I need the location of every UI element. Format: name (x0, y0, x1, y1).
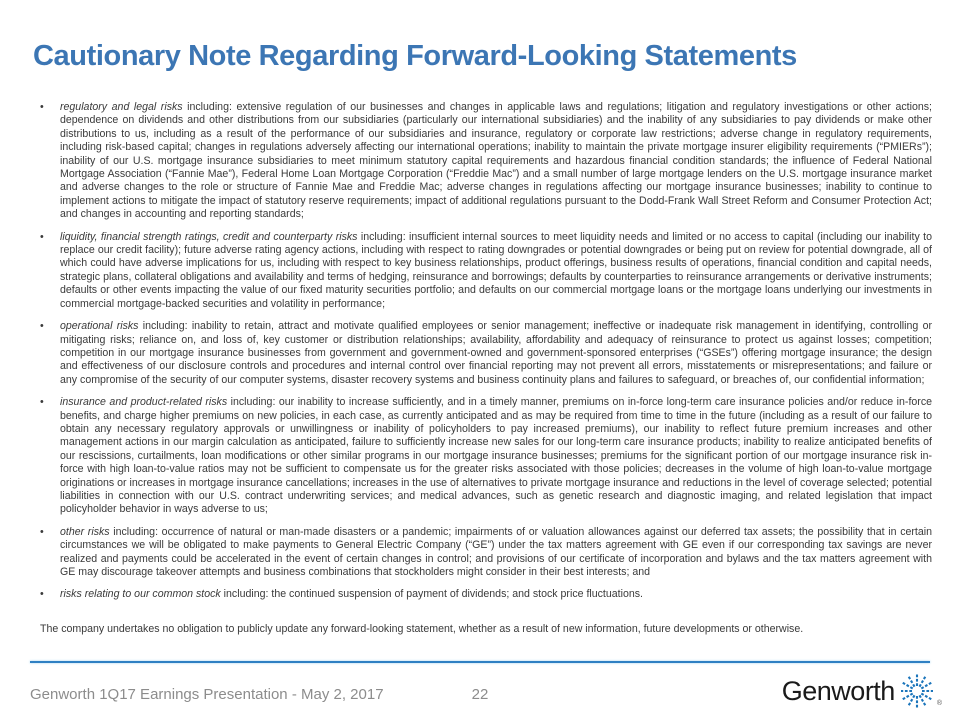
footer-divider (30, 661, 930, 663)
genworth-logo (782, 671, 942, 711)
bullet-rest: including: the continued suspension of payment of dividends; and stock price fluctuations. (220, 588, 643, 601)
page-number: 22 (471, 686, 489, 703)
body-content (40, 101, 932, 636)
bullet-rest: including: occurrence of natural or man-made disasters or a pandemic; impairments of or valuation allowances against our deferred tax assets; the possibility that in certain circumstances we will be obligated to make payments to General Electric Company (“GE”) under the tax matters agreement with GE even if our corresponding tax savings are never realized and payments could be accelerated in the event of certain changes in control; and provisions of our certificate of incorporation and bylaws and the tax matters agreement with GE may discourage takeover attempts and business combinations that stockholders might consider in their best interests; and (60, 525, 932, 578)
bullet-text (60, 231, 932, 311)
bullet-lead: other risks (60, 525, 110, 538)
bullet-marker: • (40, 396, 44, 409)
footer-presentation-label: Genworth 1Q17 Earnings Presentation - May 2, 2017 (30, 686, 384, 703)
bullet-item-common-stock (40, 588, 932, 601)
bullet-rest: including: our inability to increase sufficiently, and in a timely manner, premiums on in-force long-term care insurance policies and/or reduce in-force benefits, and charge higher premiums on new policies, in each case, as currently anticipated and as may be required from time to time in the future (including as a result of our failure to obtain any necessary regulatory approvals or unwillingness or inability of policyholders to pay increased premiums), our inability to reflect future premium increases and other management actions in our margin calculation as anticipated, failure to sufficiently increase new sales for our long-term care insurance products; inability to realize anticipated benefits of our rescissions, curtailments, loan modifications or other similar programs in our mortgage insurance businesses; premiums for the significant portion of our mortgage insurance risk in-force with high loan-to-value ratios may not be sufficient to compensate us for the greater risks associated with those policies; decreases in the volume of high loan-to-value mortgage originations or increases in mortgage insurance cancellations; increases in the use of alternatives to private mortgage insurance and reductions in the level of coverage selected; potential liabilities in connection with our U.S. contract underwriting services; and medical advances, such as genetic research and diagnostic imaging, and related legislation that impact policyholder behavior in ways adverse to us; (60, 396, 933, 516)
closing-statement: The company undertakes no obligation to publicly update any forward-looking statement, whether as a result of new information, future developments or otherwise. (40, 622, 804, 635)
bullet-text (60, 101, 932, 222)
bullet-item-regulatory (40, 101, 932, 222)
bullet-lead: insurance and product-related risks (60, 396, 228, 409)
bullet-text (60, 320, 932, 387)
bullet-marker: • (40, 588, 44, 601)
bullet-rest: including: inability to retain, attract and motivate qualified employees or senior management; ineffective or inadequate risk management in identifying, controlling or mitigating risks; reliance on, and loss of, key customer or distribution relationships; availability, affordability and adequacy of reinsurance to protect us against losses; competition; competition in our mortgage insurance businesses from government and government-owned and government-sponsored enterprises (“GSEs”) offering mortgage insurance; the design and effectiveness of our disclosure controls and procedures and internal control over financial reporting may not prevent all errors, misstatements or misrepresentations; and failure or any compromise of the security of our computer systems, disaster recovery systems and business continuity plans and failures to safeguard, or breaches of, our confidential information; (60, 320, 932, 386)
bullet-rest: including: extensive regulation of our businesses and changes in applicable laws and regulations; litigation and regulatory investigations or other actions; dependence on dividends and other distributions from our subsidiaries (particularly our international subsidiaries) and the inability of any subsidiaries to pay dividends or make other distributions to us, including as a result of the performance of our subsidiaries and insurance, regulatory or corporate law restrictions; adverse change in regulatory requirements, including risk-based capital; changes in regulations adversely affecting our international operations; inability to maintain the private mortgage insurer eligibility requirements (“PMIERs”); inability of our U.S. mortgage insurance subsidiaries to meet minimum statutory capital requirements and hazardous financial condition standards; the influence of Federal National Mortgage Association (“Fannie Mae”), Federal Home Loan Mortgage Corporation (“Freddie Mac”) and a small number of large mortgage lenders on the U.S. mortgage insurance market and adverse changes to the role or structure of Fannie Mae and Freddie Mac; adverse changes in regulations affecting our mortgage insurance businesses; inability to continue to implement actions to mitigate the impact of statutory reserve requirements; impact of additional regulations pursuant to the Dodd-Frank Wall Street Reform and Consumer Protection Act; and changes in accounting and reporting standards; (60, 101, 932, 221)
bullet-item-operational (40, 320, 932, 387)
genworth-logo-text: Genworth (781, 675, 895, 706)
bullet-marker: • (40, 320, 44, 333)
bullet-text (60, 588, 932, 601)
bullet-lead: risks relating to our common stock (60, 588, 221, 601)
bullet-lead: liquidity, financial strength ratings, credit and counterparty risks (60, 230, 358, 243)
bullet-text (60, 396, 932, 517)
genworth-starburst-icon (897, 671, 937, 711)
bullet-marker: • (40, 101, 44, 113)
bullet-marker: • (40, 525, 44, 538)
bullet-lead: regulatory and legal risks (60, 101, 183, 113)
bullet-rest: including: insufficient internal sources to meet liquidity needs and limited or no access to capital (including our inability to replace our credit facility); future adverse rating agency actions, including with respect to rating downgrades or potential downgrades or being put on review for potential downgrade, all of which could have adverse implications for us, including with respect to key business relationships, product offerings, business results of operations, financial condition and capital needs, strategic plans, collateral obligations and availability and terms of hedging, reinsurance and borrowings; defaults by counterparties to reinsurance arrangements or derivative instruments; defaults or other events impacting the value of our fixed maturity securities portfolio; and defaults on our commercial mortgage loans or the mortgage loans underlying our investments in commercial mortgage-backed securities and volatility in performance; (60, 230, 932, 310)
bullet-item-liquidity (40, 231, 932, 311)
bullet-item-insurance (40, 396, 932, 517)
bullet-item-other (40, 526, 932, 580)
registered-trademark-symbol: ® (936, 700, 942, 707)
page-title: Cautionary Note Regarding Forward-Looking Statements (33, 40, 797, 72)
bullet-lead: operational risks (60, 320, 139, 333)
bullet-marker: • (40, 230, 44, 243)
bullet-text (60, 526, 932, 580)
